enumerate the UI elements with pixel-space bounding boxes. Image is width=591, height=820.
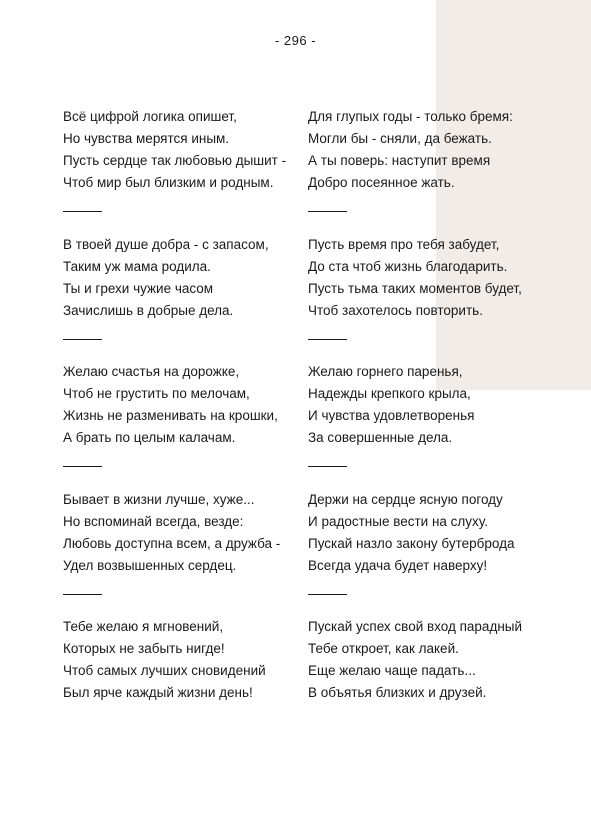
poem-line: Таким уж мама родила. [63, 258, 211, 274]
poem-line: А ты поверь: наступит время [308, 153, 491, 168]
poem-line: Всегда удача будет наверху! [308, 557, 488, 573]
stanza [308, 616, 522, 744]
poem-line: Пускай назло закону бутерброда [308, 535, 515, 551]
poem-line: Был ярче каждый жизни день! [63, 685, 253, 700]
stanza [308, 489, 522, 617]
poem-line: Пусть время про тебя забудет, [308, 236, 500, 252]
poem-line: Ты и грехи чужие часом [63, 280, 214, 296]
poem-line: Чтоб захотелось повторить. [308, 302, 483, 318]
poem-line: Пускай успех свой вход парадный [308, 619, 523, 634]
poem-line: Желаю счастья на дорожке, [63, 364, 240, 379]
stanza [63, 234, 286, 362]
poem-line: Чтоб мир был близким и родным. [63, 175, 274, 190]
poem-line: Зачислишь в добрые дела. [63, 302, 234, 318]
poem-line: Пусть тьма таких моментов будет, [308, 280, 522, 296]
stanza-separator [308, 466, 347, 467]
poem-line: И радостные вести на слуху. [308, 513, 488, 529]
stanza [63, 616, 286, 744]
stanza-separator [308, 211, 347, 212]
left-poem-column [63, 106, 286, 744]
poem-line: Тебе желаю я мгновений, [63, 619, 224, 634]
poem-line: Добро посеянное жать. [308, 175, 455, 190]
poem-line: Надежды крепкого крыла, [308, 386, 471, 401]
stanza-separator [308, 339, 347, 340]
poem-line: Тебе откроет, как лакей. [308, 641, 459, 656]
poem-line: До ста чтоб жизнь благодарить. [308, 258, 508, 274]
poem-line: Для глупых годы - только бремя: [308, 109, 513, 124]
page-number: - 296 - [274, 33, 317, 48]
poem-line: Но вспоминай всегда, везде: [63, 513, 244, 529]
stanza-separator [63, 594, 102, 595]
poem-line: Чтоб самых лучших сновидений [63, 663, 266, 678]
poem-line: Которых не забыть нигде! [63, 641, 225, 656]
stanza [63, 361, 286, 489]
stanza-separator [63, 339, 102, 340]
poem-line: Пусть сердце так любовью дышит - [63, 153, 287, 168]
poem-line: За совершенные дела. [308, 430, 453, 445]
stanza [308, 106, 522, 234]
poem-line: Удел возвышенных сердец. [63, 557, 237, 573]
poem-line: Жизнь не разменивать на крошки, [63, 408, 278, 423]
stanza-separator [308, 594, 347, 595]
poem-line: Бывает в жизни лучше, хуже... [63, 491, 255, 507]
poem-line: А брать по целым калачам. [63, 430, 236, 445]
poem-line: Еще желаю чаще падать... [308, 663, 476, 678]
stanza [63, 106, 286, 234]
poem-line: Держи на сердце ясную погоду [308, 491, 503, 507]
right-poem-column [308, 106, 522, 744]
poem-line: И чувства удовлетворенья [308, 408, 475, 423]
poem-line: В твоей душе добра - с запасом, [63, 236, 269, 252]
stanza [308, 234, 522, 362]
stanza [63, 489, 286, 617]
poem-line: Всё цифрой логика опишет, [63, 109, 237, 124]
poem-line: Но чувства мерятся иным. [63, 131, 230, 146]
poem-line: Желаю горнего паренья, [308, 364, 463, 379]
stanza-separator [63, 211, 102, 212]
stanza-separator [63, 466, 102, 467]
poem-line: Могли бы - сняли, да бежать. [308, 131, 492, 146]
stanza [308, 361, 522, 489]
poem-line: Любовь доступна всем, а дружба - [63, 535, 281, 551]
poem-line: Чтоб не грустить по мелочам, [63, 386, 250, 401]
poem-line: В объятья близких и друзей. [308, 685, 487, 700]
